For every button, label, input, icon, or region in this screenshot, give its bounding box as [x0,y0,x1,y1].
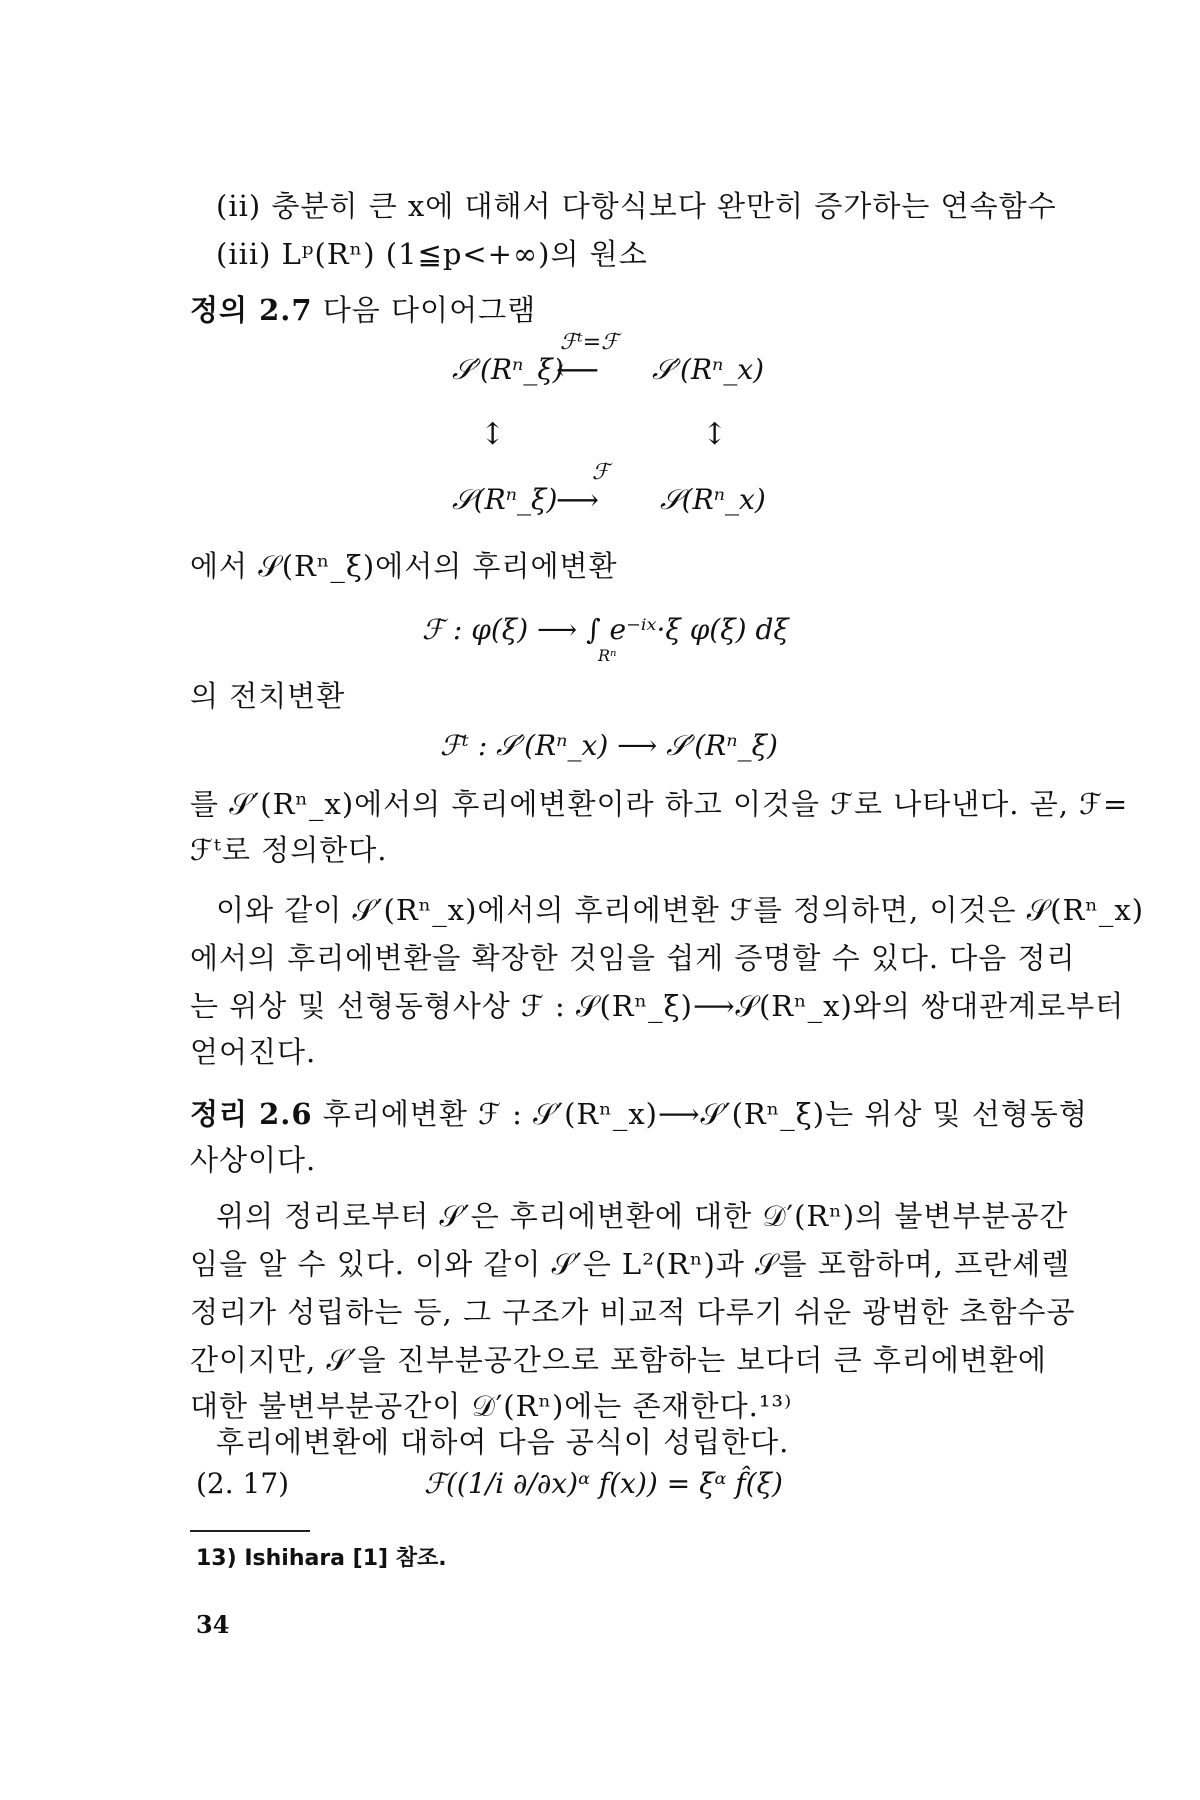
text-line: 에서의 후리에변환을 확장한 것임을 쉽게 증명할 수 있다. 다음 정리 [190,941,1076,975]
diagram-top-arrow-label: ℱᵗ=ℱ [560,330,619,355]
text-line: 임을 알 수 있다. 이와 같이 𝒮′은 L²(Rⁿ)과 𝒮를 포함하며, 프란셰렐 [190,1247,1071,1281]
diagram-top-right: 𝒮′(Rⁿ_x) [652,353,765,386]
diagram-top-left: 𝒮′(Rⁿ_ξ) [452,353,564,386]
fourier-formula: ℱ : φ(ξ) ⟶ ∫ e⁻ⁱˣ·ξ φ(ξ) dξ [422,613,789,646]
text-line: 이와 같이 𝒮′(Rⁿ_x)에서의 후리에변환 ℱ를 정의하면, 이것은 𝒮(Rⁿ_x) [216,893,1145,927]
text-line: 후리에변환에 대하여 다음 공식이 성립한다. [216,1425,790,1459]
definition-heading [190,290,1050,330]
text-line: 는 위상 및 선형동형사상 ℱ : 𝒮(Rⁿ_ξ)⟶𝒮(Rⁿ_x)와의 쌍대관계로부터 [190,989,1125,1023]
diagram-bottom-left: 𝒮(Rⁿ_ξ) [452,483,558,516]
diagram-bottom-arrow-label: ℱ [592,460,610,485]
text-line: 의 전치변환 [190,679,346,713]
text-line: 얻어진다. [190,1035,317,1069]
text-line-iii: (iii) Lᵖ(Rⁿ) (1≦p<+∞)의 원소 [216,237,648,271]
theorem-label: 정리 2.6 [190,1097,313,1131]
text-line: 정리가 성립하는 등, 그 구조가 비교적 다루기 쉬운 광범한 초함수공 [190,1295,1076,1329]
theorem-text: 후리에변환 ℱ : 𝒮′(Rⁿ_x)⟶𝒮′(Rⁿ_ξ)는 위상 및 선형동형 [312,1097,1088,1131]
text-line: 대한 불변부분공간이 𝒟′(Rⁿ)에는 존재한다.¹³⁾ [190,1389,793,1423]
right-arrow-icon: ⟶ [556,483,600,518]
text-line-ii: (ii) 충분히 큰 x에 대해서 다항식보다 완만히 증가하는 연속함수 [216,189,1057,223]
footnote-divider [190,1530,310,1532]
transpose-formula: ℱᵗ : 𝒮′(Rⁿ_x) ⟶ 𝒮′(Rⁿ_ξ) [440,729,778,762]
theorem-heading [190,1094,1088,1134]
text-line: 사상이다. [190,1143,317,1177]
diagram-bottom-right: 𝒮(Rⁿ_x) [660,483,766,516]
integral-subscript: Rⁿ [598,646,617,665]
text-line: 간이지만, 𝒮′을 진부분공간으로 포함하는 보다더 큰 후리에변환에 [190,1343,1047,1377]
page-number: 34 [196,1610,230,1639]
text-line: 에서 𝒮(Rⁿ_ξ)에서의 후리에변환 [190,549,618,583]
equation-number: (2. 17) [196,1467,290,1500]
text-line: ℱᵗ로 정의한다. [190,833,388,867]
updown-arrow-icon: ↕ [480,417,506,452]
definition-text: 다음 다이어그램 [312,293,537,327]
equation-2-17: ℱ((1/i ∂/∂x)ᵅ f(x)) = ξᵅ f̂(ξ) [424,1467,783,1500]
text-line: 위의 정리로부터 𝒮′은 후리에변환에 대한 𝒟′(Rⁿ)의 불변부분공간 [216,1199,1069,1233]
text-line: 를 𝒮′(Rⁿ_x)에서의 후리에변환이라 하고 이것을 ℱ로 나타낸다. 곧, ℱ= [190,787,1129,821]
footnote: 13) Ishihara [1] 참조. [196,1546,447,1571]
definition-label: 정의 2.7 [190,293,313,327]
updown-arrow-icon: ↕ [702,417,728,452]
left-arrow-icon: ⟵ [556,353,600,388]
